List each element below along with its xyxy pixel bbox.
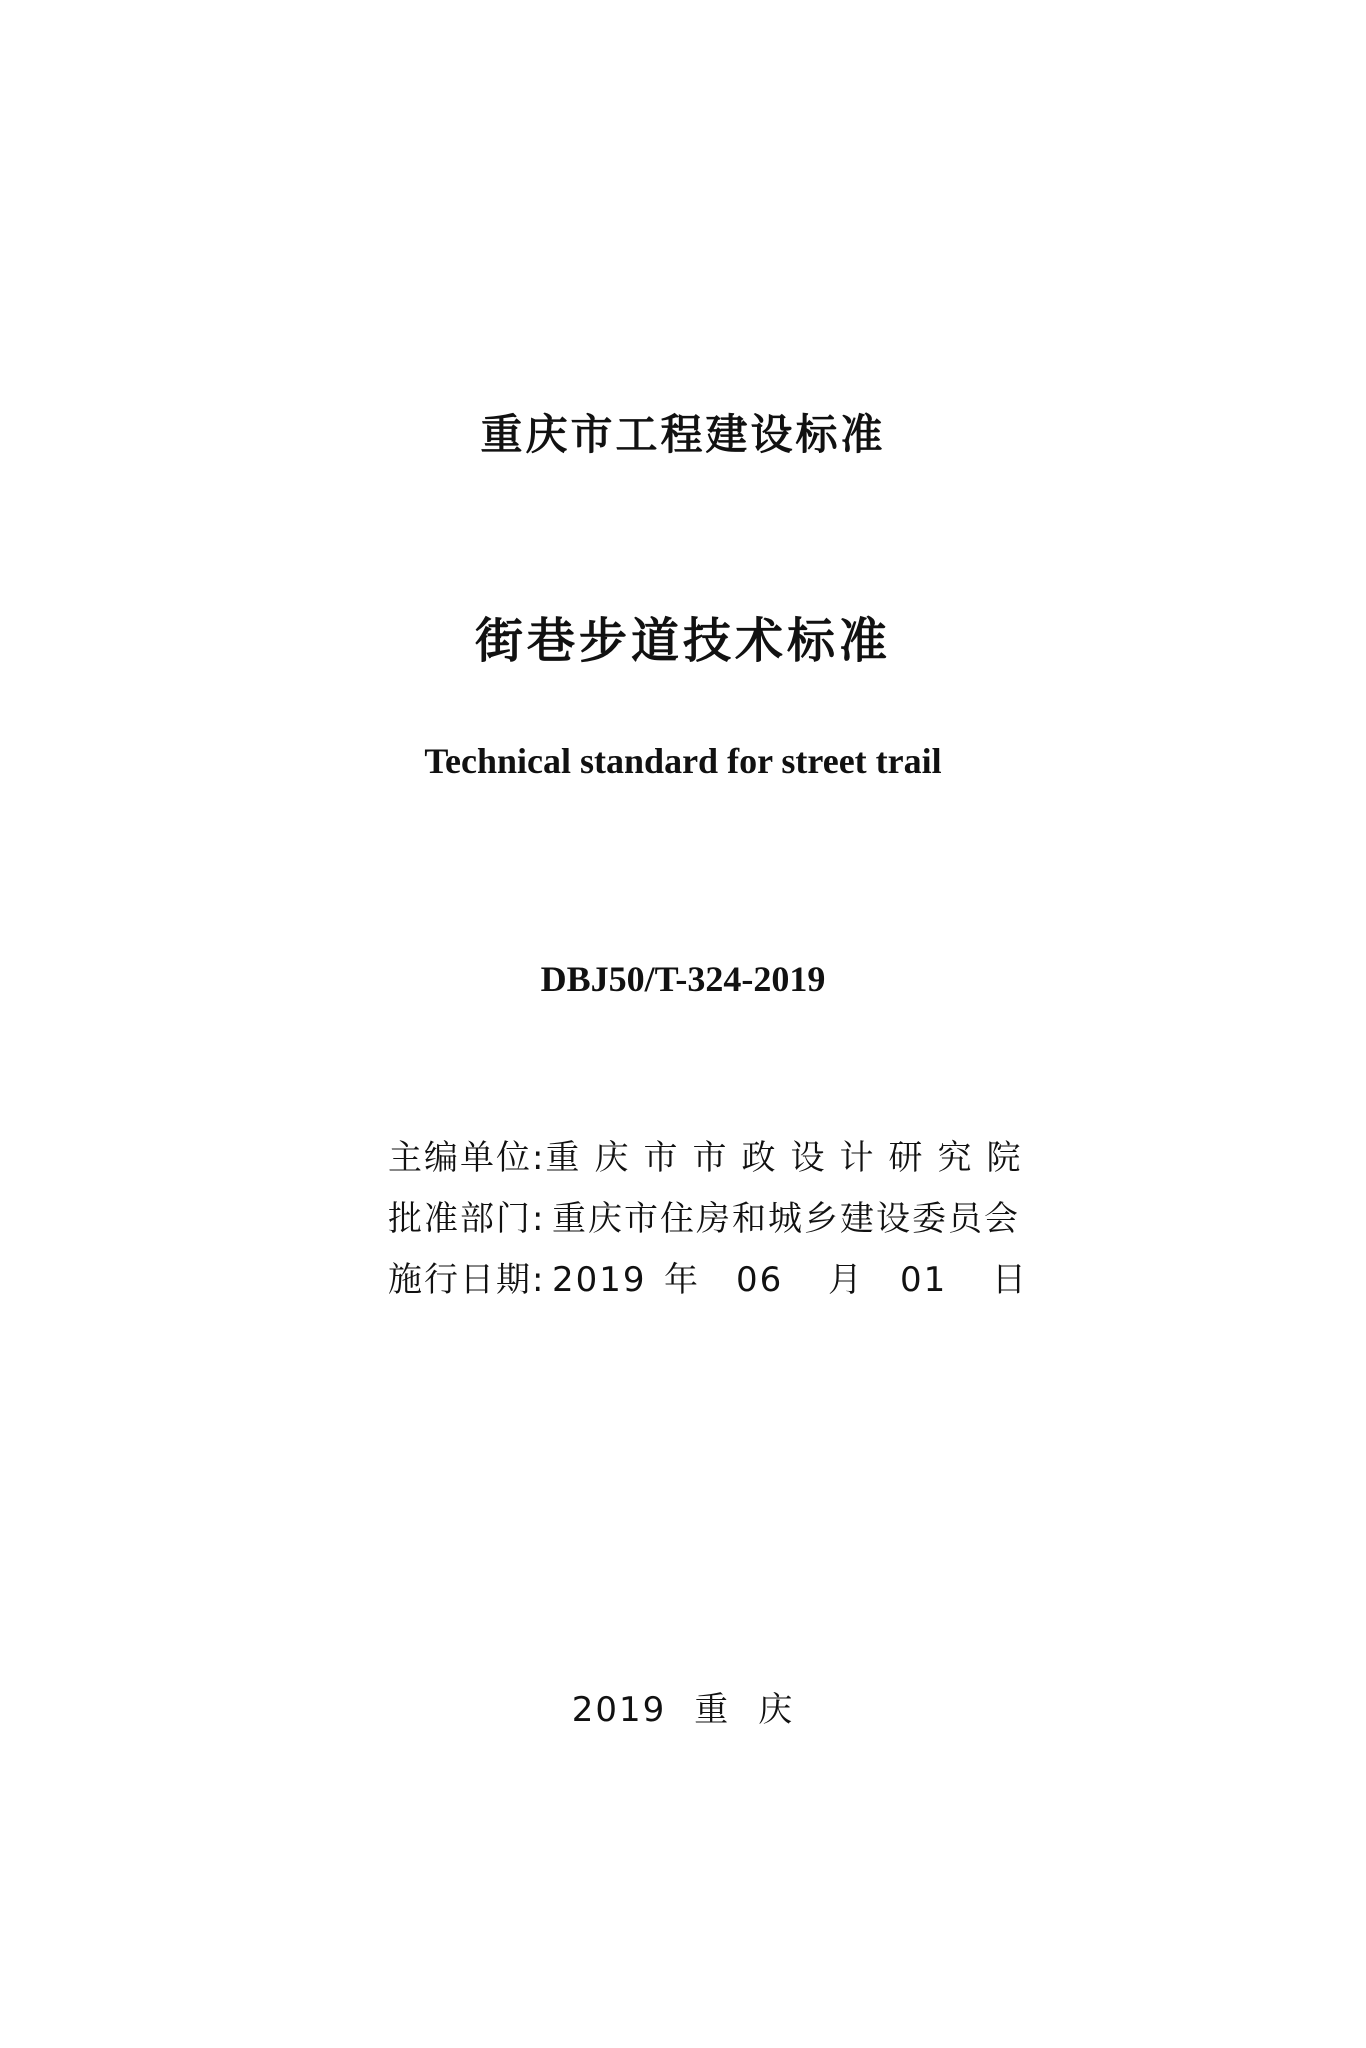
effective-month: 06 — [736, 1260, 784, 1300]
editor-label: 主编单位: — [388, 1138, 546, 1178]
standard-code: DBJ50/T-324-2019 — [540, 959, 826, 999]
footer-city-part1: 重 — [694, 1690, 731, 1730]
footer-city-part2: 庆 — [758, 1690, 795, 1730]
effective-month-unit: 月 — [828, 1260, 864, 1300]
document-info-block — [388, 1128, 1036, 1311]
approval-value: 重庆市住房和城乡建设委员会 — [552, 1199, 1020, 1239]
approval-label: 批准部门: — [388, 1199, 546, 1239]
effective-day-unit: 日 — [992, 1260, 1028, 1300]
standard-series: 重庆市工程建设标准 — [480, 410, 886, 459]
effective-date-row — [388, 1250, 1028, 1311]
effective-day: 01 — [900, 1260, 948, 1300]
effective-year: 2019 — [552, 1260, 647, 1300]
effective-date-label: 施行日期: — [388, 1260, 546, 1300]
document-title-en: Technical standard for street trail — [424, 741, 942, 781]
footer-year: 2019 — [571, 1690, 667, 1730]
effective-year-unit: 年 — [664, 1260, 700, 1300]
editor-value: 重庆市市政设计研究院 — [545, 1138, 1036, 1178]
publication-footer — [0, 1682, 1366, 1731]
effective-date-value — [552, 1250, 1028, 1311]
approval-row — [388, 1189, 1028, 1250]
editor-row — [388, 1128, 1036, 1189]
document-title-cn: 街巷步道技术标准 — [474, 613, 891, 669]
